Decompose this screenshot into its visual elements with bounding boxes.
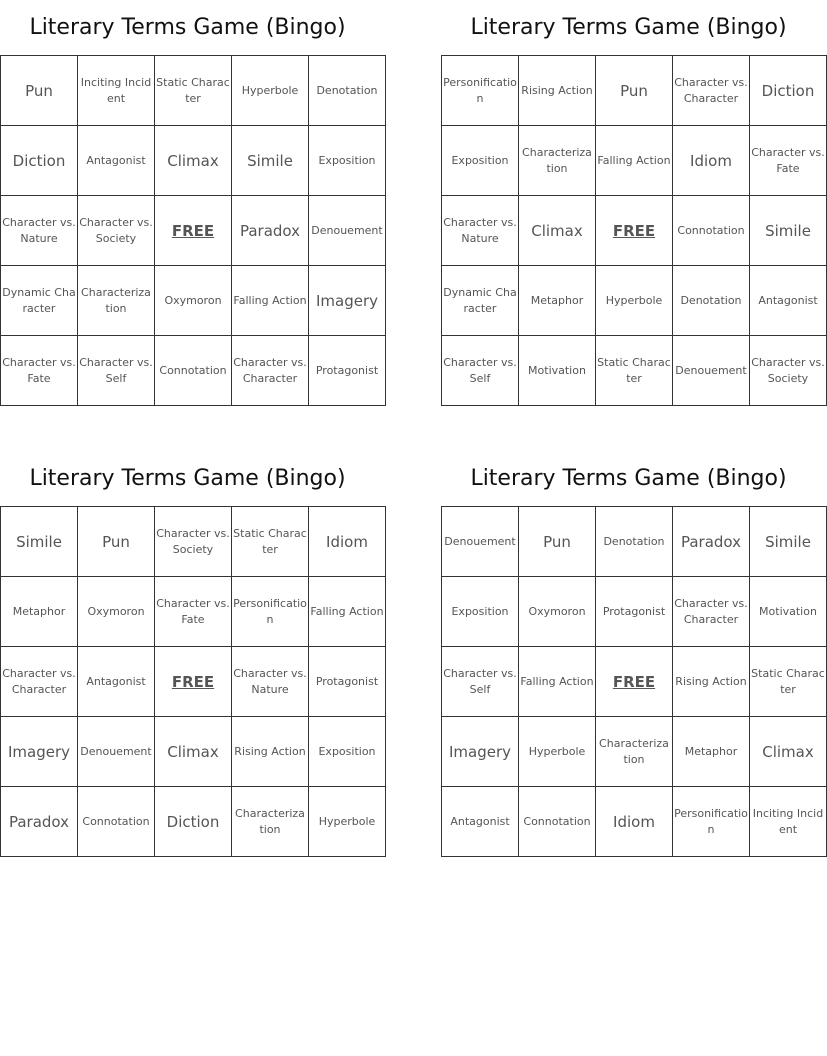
- bingo-cell: Simile: [750, 196, 827, 266]
- bingo-grid: [441, 55, 827, 406]
- bingo-cell: Exposition: [309, 126, 386, 196]
- bingo-row: [1, 577, 386, 647]
- bingo-cell: Hyperbole: [232, 56, 309, 126]
- bingo-cell: Idiom: [309, 507, 386, 577]
- bingo-cell: Rising Action: [519, 56, 596, 126]
- free-space: FREE: [596, 647, 673, 717]
- bingo-cell: Characterization: [519, 126, 596, 196]
- bingo-cell: Motivation: [750, 577, 827, 647]
- bingo-cell: Hyperbole: [309, 787, 386, 857]
- bingo-cell: Oxymoron: [519, 577, 596, 647]
- bingo-row: [1, 647, 386, 717]
- bingo-row: [442, 266, 827, 336]
- bingo-row: [1, 717, 386, 787]
- bingo-cell: Connotation: [155, 336, 232, 406]
- bingo-row: [1, 56, 386, 126]
- bingo-cell: Personification: [442, 56, 519, 126]
- bingo-cell: Antagonist: [750, 266, 827, 336]
- bingo-cell: Falling Action: [519, 647, 596, 717]
- bingo-cell: Connotation: [78, 787, 155, 857]
- bingo-cell: Character vs. Society: [78, 196, 155, 266]
- bingo-cell: Protagonist: [596, 577, 673, 647]
- bingo-cell: Connotation: [519, 787, 596, 857]
- bingo-cell: Rising Action: [673, 647, 750, 717]
- bingo-cell: Characterization: [232, 787, 309, 857]
- bingo-cell: Character vs. Self: [442, 647, 519, 717]
- bingo-grid: [441, 506, 827, 857]
- bingo-cell: Character vs. Character: [1, 647, 78, 717]
- bingo-cell: Denotation: [673, 266, 750, 336]
- bingo-row: [442, 787, 827, 857]
- bingo-cell: Character vs. Fate: [1, 336, 78, 406]
- bingo-cell: Hyperbole: [596, 266, 673, 336]
- bingo-cell: Diction: [1, 126, 78, 196]
- bingo-cell: Character vs. Character: [673, 577, 750, 647]
- bingo-row: [1, 196, 386, 266]
- bingo-cell: Simile: [1, 507, 78, 577]
- bingo-row: [442, 717, 827, 787]
- bingo-card-3: [0, 451, 384, 857]
- card-title: Literary Terms Game (Bingo): [29, 466, 346, 491]
- bingo-cell: Denouement: [309, 196, 386, 266]
- bingo-row: [442, 126, 827, 196]
- bingo-cell: Oxymoron: [155, 266, 232, 336]
- bingo-cell: Characterization: [596, 717, 673, 787]
- bingo-row: [1, 126, 386, 196]
- bingo-cell: Pun: [596, 56, 673, 126]
- bingo-cell: Antagonist: [78, 126, 155, 196]
- bingo-cell: Metaphor: [1, 577, 78, 647]
- bingo-cell: Inciting Incident: [750, 787, 827, 857]
- bingo-cell: Climax: [155, 126, 232, 196]
- bingo-cell: Inciting Incident: [78, 56, 155, 126]
- bingo-cell: Idiom: [596, 787, 673, 857]
- bingo-grid: [0, 55, 386, 406]
- bingo-cell: Exposition: [442, 126, 519, 196]
- bingo-cell: Static Character: [596, 336, 673, 406]
- bingo-cell: Character vs. Society: [750, 336, 827, 406]
- bingo-cell: Simile: [750, 507, 827, 577]
- card-title: Literary Terms Game (Bingo): [470, 466, 787, 491]
- bingo-cell: Denouement: [673, 336, 750, 406]
- bingo-row: [442, 577, 827, 647]
- bingo-cell: Denouement: [442, 507, 519, 577]
- bingo-cell: Antagonist: [78, 647, 155, 717]
- bingo-cell: Oxymoron: [78, 577, 155, 647]
- bingo-cell: Character vs. Self: [442, 336, 519, 406]
- bingo-cell: Imagery: [442, 717, 519, 787]
- bingo-cell: Falling Action: [596, 126, 673, 196]
- bingo-row: [1, 266, 386, 336]
- bingo-cell: Rising Action: [232, 717, 309, 787]
- bingo-cell: Protagonist: [309, 647, 386, 717]
- bingo-cell: Character vs. Nature: [442, 196, 519, 266]
- bingo-cell: Pun: [78, 507, 155, 577]
- bingo-grid: [0, 506, 386, 857]
- bingo-cell: Static Character: [232, 507, 309, 577]
- bingo-cell: Diction: [750, 56, 827, 126]
- bingo-row: [1, 336, 386, 406]
- bingo-cell: Denouement: [78, 717, 155, 787]
- bingo-row: [442, 336, 827, 406]
- bingo-cell: Exposition: [309, 717, 386, 787]
- bingo-cell: Metaphor: [673, 717, 750, 787]
- bingo-row: [442, 507, 827, 577]
- bingo-row: [442, 647, 827, 717]
- bingo-row: [442, 56, 827, 126]
- bingo-cell: Motivation: [519, 336, 596, 406]
- bingo-cell: Character vs. Fate: [750, 126, 827, 196]
- bingo-cell: Character vs. Character: [673, 56, 750, 126]
- bingo-cell: Paradox: [1, 787, 78, 857]
- bingo-cell: Hyperbole: [519, 717, 596, 787]
- bingo-cell: Climax: [519, 196, 596, 266]
- bingo-cell: Climax: [155, 717, 232, 787]
- bingo-cell: Idiom: [673, 126, 750, 196]
- bingo-cell: Imagery: [309, 266, 386, 336]
- card-title: Literary Terms Game (Bingo): [470, 15, 787, 40]
- bingo-cell: Personification: [673, 787, 750, 857]
- bingo-card-4: [441, 451, 825, 857]
- free-space: FREE: [155, 196, 232, 266]
- bingo-cell: Climax: [750, 717, 827, 787]
- bingo-cell: Metaphor: [519, 266, 596, 336]
- bingo-cell: Denotation: [596, 507, 673, 577]
- bingo-cell: Static Character: [155, 56, 232, 126]
- bingo-cell: Character vs. Character: [232, 336, 309, 406]
- bingo-card-2: [441, 0, 825, 406]
- bingo-cell: Simile: [232, 126, 309, 196]
- bingo-row: [442, 196, 827, 266]
- free-space: FREE: [155, 647, 232, 717]
- bingo-cell: Falling Action: [309, 577, 386, 647]
- bingo-row: [1, 507, 386, 577]
- bingo-cell: Imagery: [1, 717, 78, 787]
- bingo-cell: Static Character: [750, 647, 827, 717]
- bingo-cell: Dynamic Character: [1, 266, 78, 336]
- bingo-cell: Dynamic Character: [442, 266, 519, 336]
- bingo-cell: Characterization: [78, 266, 155, 336]
- bingo-cell: Character vs. Nature: [1, 196, 78, 266]
- bingo-cell: Character vs. Society: [155, 507, 232, 577]
- bingo-row: [1, 787, 386, 857]
- bingo-cell: Connotation: [673, 196, 750, 266]
- bingo-cell: Diction: [155, 787, 232, 857]
- bingo-cell: Personification: [232, 577, 309, 647]
- free-space: FREE: [596, 196, 673, 266]
- bingo-cell: Denotation: [309, 56, 386, 126]
- bingo-cell: Character vs. Fate: [155, 577, 232, 647]
- bingo-cell: Falling Action: [232, 266, 309, 336]
- bingo-cell: Paradox: [673, 507, 750, 577]
- bingo-cell: Character vs. Self: [78, 336, 155, 406]
- bingo-cell: Antagonist: [442, 787, 519, 857]
- bingo-card-1: [0, 0, 383, 406]
- bingo-cell: Pun: [519, 507, 596, 577]
- bingo-cell: Exposition: [442, 577, 519, 647]
- bingo-cell: Character vs. Nature: [232, 647, 309, 717]
- bingo-cell: Pun: [1, 56, 78, 126]
- bingo-cell: Paradox: [232, 196, 309, 266]
- card-title: Literary Terms Game (Bingo): [29, 15, 346, 40]
- bingo-cell: Protagonist: [309, 336, 386, 406]
